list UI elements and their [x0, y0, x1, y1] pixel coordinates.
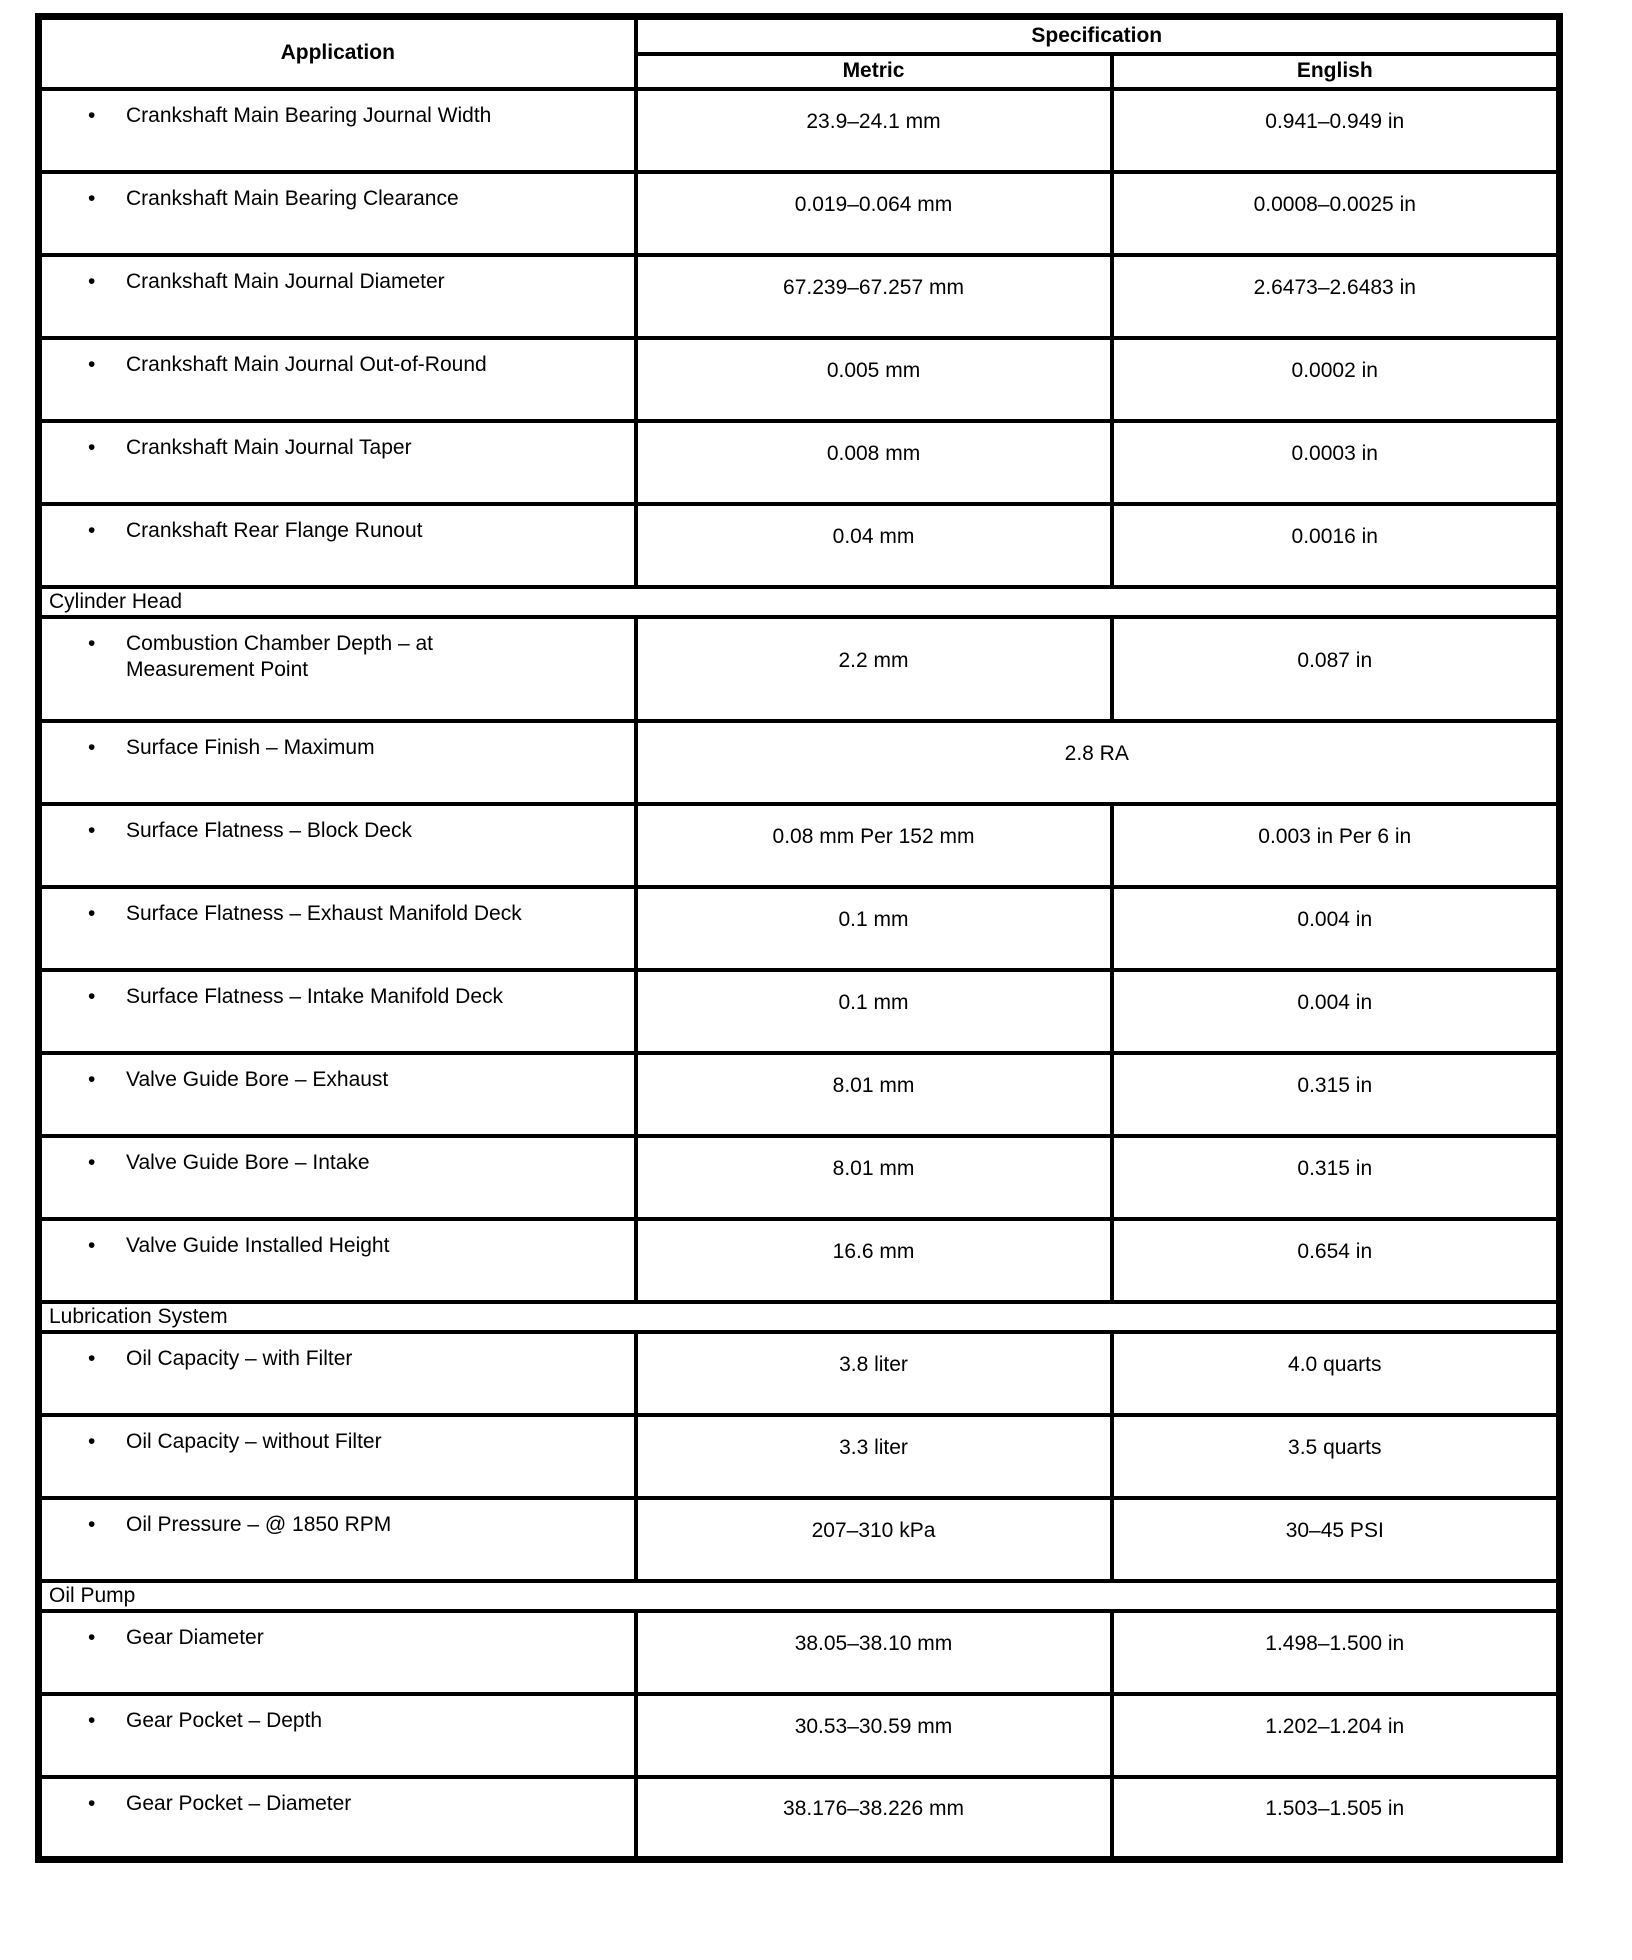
english-value: 1.498–1.500 in — [1112, 1611, 1560, 1694]
application-cell — [39, 617, 636, 721]
spec-row — [39, 970, 1560, 1053]
english-value: 0.315 in — [1112, 1136, 1560, 1219]
bullet-icon: • — [88, 518, 96, 542]
spec-row — [39, 1219, 1560, 1302]
english-value: 3.5 quarts — [1112, 1415, 1560, 1498]
bullet-icon: • — [88, 103, 96, 127]
application-label-line: Combustion Chamber Depth – at — [126, 631, 433, 655]
application-label — [126, 631, 626, 683]
spec-row — [39, 1611, 1560, 1694]
application-label — [126, 901, 626, 927]
application-label-row — [42, 1150, 626, 1176]
english-value: 0.004 in — [1112, 970, 1560, 1053]
application-cell — [39, 421, 636, 504]
application-cell — [39, 887, 636, 970]
application-label-line: Valve Guide Installed Height — [126, 1233, 390, 1257]
application-label — [126, 269, 626, 295]
application-label — [126, 1233, 626, 1259]
bullet-icon: • — [88, 1067, 96, 1091]
application-cell — [39, 1219, 636, 1302]
english-value: 0.0003 in — [1112, 421, 1560, 504]
application-cell — [39, 721, 636, 804]
bullet-icon: • — [88, 901, 96, 925]
section-row — [39, 1302, 1560, 1332]
bullet-icon: • — [88, 435, 96, 459]
application-label — [126, 1708, 626, 1734]
english-value: 4.0 quarts — [1112, 1332, 1560, 1415]
application-cell — [39, 338, 636, 421]
application-label-row — [42, 435, 626, 461]
application-label-row — [42, 1708, 626, 1734]
application-label — [126, 352, 626, 378]
english-value: 0.087 in — [1112, 617, 1560, 721]
metric-value: 38.05–38.10 mm — [636, 1611, 1112, 1694]
bullet-icon: • — [88, 269, 96, 293]
english-value: 30–45 PSI — [1112, 1498, 1560, 1581]
section-title: Oil Pump — [39, 1581, 1560, 1611]
application-cell — [39, 804, 636, 887]
application-label — [126, 1625, 626, 1651]
metric-value: 16.6 mm — [636, 1219, 1112, 1302]
application-label — [126, 1150, 626, 1176]
application-label-row — [42, 1233, 626, 1259]
spec-row — [39, 1415, 1560, 1498]
bullet-icon: • — [88, 735, 96, 759]
application-label-line: Gear Diameter — [126, 1625, 264, 1649]
application-cell — [39, 172, 636, 255]
application-cell — [39, 1611, 636, 1694]
english-value: 0.654 in — [1112, 1219, 1560, 1302]
english-value: 0.0002 in — [1112, 338, 1560, 421]
application-label-row — [42, 1346, 626, 1372]
application-label-row — [42, 186, 626, 212]
section-title: Lubrication System — [39, 1302, 1560, 1332]
application-cell — [39, 1777, 636, 1860]
application-cell — [39, 1332, 636, 1415]
spec-row — [39, 1332, 1560, 1415]
spec-row — [39, 1694, 1560, 1777]
application-cell — [39, 504, 636, 587]
table-header — [39, 17, 1560, 89]
application-label-row — [42, 518, 626, 544]
spec-row — [39, 1777, 1560, 1860]
metric-value: 0.1 mm — [636, 887, 1112, 970]
bullet-icon: • — [88, 818, 96, 842]
application-cell — [39, 970, 636, 1053]
english-value: 0.004 in — [1112, 887, 1560, 970]
metric-value: 8.01 mm — [636, 1136, 1112, 1219]
english-value: 0.0008–0.0025 in — [1112, 172, 1560, 255]
bullet-icon: • — [88, 631, 96, 655]
application-label-row — [42, 1625, 626, 1651]
metric-value: 0.005 mm — [636, 338, 1112, 421]
english-value: 2.6473–2.6483 in — [1112, 255, 1560, 338]
bullet-icon: • — [88, 352, 96, 376]
metric-value: 8.01 mm — [636, 1053, 1112, 1136]
spec-row — [39, 887, 1560, 970]
spec-row — [39, 1053, 1560, 1136]
application-label-line: Surface Flatness – Exhaust Manifold Deck — [126, 901, 522, 925]
metric-value: 30.53–30.59 mm — [636, 1694, 1112, 1777]
application-label-line: Oil Pressure – @ 1850 RPM — [126, 1512, 392, 1536]
application-label-line: Crankshaft Main Bearing Journal Width — [126, 103, 492, 127]
english-column-header: English — [1112, 54, 1560, 89]
specification-table — [35, 13, 1563, 1863]
section-row — [39, 1581, 1560, 1611]
spec-row — [39, 89, 1560, 172]
application-label — [126, 1512, 626, 1538]
metric-value: 67.239–67.257 mm — [636, 255, 1112, 338]
application-label-line: Valve Guide Bore – Intake — [126, 1150, 370, 1174]
metric-value: 0.008 mm — [636, 421, 1112, 504]
bullet-icon: • — [88, 1625, 96, 1649]
application-label — [126, 818, 626, 844]
bullet-icon: • — [88, 1512, 96, 1536]
english-value: 0.003 in Per 6 in — [1112, 804, 1560, 887]
application-cell — [39, 89, 636, 172]
english-value: 1.503–1.505 in — [1112, 1777, 1560, 1860]
metric-value: 0.08 mm Per 152 mm — [636, 804, 1112, 887]
spec-row — [39, 421, 1560, 504]
bullet-icon: • — [88, 1150, 96, 1174]
application-label-line: Crankshaft Main Journal Diameter — [126, 269, 445, 293]
specification-column-header: Specification — [636, 17, 1560, 54]
metric-value: 3.3 liter — [636, 1415, 1112, 1498]
header-row-top — [39, 17, 1560, 54]
spec-row — [39, 1498, 1560, 1581]
bullet-icon: • — [88, 984, 96, 1008]
application-label — [126, 1346, 626, 1372]
application-label-row — [42, 269, 626, 295]
spec-row — [39, 504, 1560, 587]
application-label — [126, 735, 626, 761]
english-value: 0.0016 in — [1112, 504, 1560, 587]
english-value: 0.941–0.949 in — [1112, 89, 1560, 172]
application-label — [126, 435, 626, 461]
bullet-icon: • — [88, 1791, 96, 1815]
bullet-icon: • — [88, 1429, 96, 1453]
bullet-icon: • — [88, 1346, 96, 1370]
application-label-line: Crankshaft Main Journal Out-of-Round — [126, 352, 487, 376]
bullet-icon: • — [88, 1233, 96, 1257]
application-label-line: Measurement Point — [126, 657, 309, 681]
application-cell — [39, 1498, 636, 1581]
english-value: 0.315 in — [1112, 1053, 1560, 1136]
application-label-line: Crankshaft Main Bearing Clearance — [126, 186, 459, 210]
application-label-row — [42, 1429, 626, 1455]
application-label — [126, 1791, 626, 1817]
metric-column-header: Metric — [636, 54, 1112, 89]
application-column-header: Application — [39, 17, 636, 89]
application-label — [126, 1067, 626, 1093]
bullet-icon: • — [88, 186, 96, 210]
application-label-line: Surface Finish – Maximum — [126, 735, 375, 759]
section-title: Cylinder Head — [39, 587, 1560, 617]
spec-row — [39, 255, 1560, 338]
application-cell — [39, 1053, 636, 1136]
spec-table-body — [39, 89, 1560, 1860]
combined-spec-value: 2.8 RA — [636, 721, 1560, 804]
application-label-line: Crankshaft Rear Flange Runout — [126, 518, 423, 542]
metric-value: 38.176–38.226 mm — [636, 1777, 1112, 1860]
application-label-line: Gear Pocket – Depth — [126, 1708, 323, 1732]
application-cell — [39, 1694, 636, 1777]
application-label-row — [42, 901, 626, 927]
metric-value: 3.8 liter — [636, 1332, 1112, 1415]
metric-value: 23.9–24.1 mm — [636, 89, 1112, 172]
application-label-line: Valve Guide Bore – Exhaust — [126, 1067, 389, 1091]
application-label-row — [42, 984, 626, 1010]
application-label — [126, 103, 626, 129]
application-label-row — [42, 1512, 626, 1538]
bullet-icon: • — [88, 1708, 96, 1732]
spec-row — [39, 1136, 1560, 1219]
metric-value: 0.1 mm — [636, 970, 1112, 1053]
spec-row — [39, 172, 1560, 255]
application-label-row — [42, 818, 626, 844]
metric-value: 0.019–0.064 mm — [636, 172, 1112, 255]
english-value: 1.202–1.204 in — [1112, 1694, 1560, 1777]
spec-row — [39, 804, 1560, 887]
application-label-row — [42, 631, 626, 683]
application-cell — [39, 255, 636, 338]
application-label-line: Surface Flatness – Block Deck — [126, 818, 412, 842]
application-label — [126, 186, 626, 212]
spec-row — [39, 338, 1560, 421]
application-cell — [39, 1136, 636, 1219]
application-label — [126, 1429, 626, 1455]
application-label — [126, 518, 626, 544]
application-label-line: Oil Capacity – with Filter — [126, 1346, 353, 1370]
application-label-row — [42, 103, 626, 129]
application-label — [126, 984, 626, 1010]
application-label-line: Oil Capacity – without Filter — [126, 1429, 382, 1453]
application-label-row — [42, 1791, 626, 1817]
application-cell — [39, 1415, 636, 1498]
section-row — [39, 587, 1560, 617]
metric-value: 2.2 mm — [636, 617, 1112, 721]
metric-value: 0.04 mm — [636, 504, 1112, 587]
application-label-line: Gear Pocket – Diameter — [126, 1791, 352, 1815]
application-label-line: Surface Flatness – Intake Manifold Deck — [126, 984, 504, 1008]
metric-value: 207–310 kPa — [636, 1498, 1112, 1581]
spec-row — [39, 617, 1560, 721]
application-label-row — [42, 735, 626, 761]
application-label-row — [42, 1067, 626, 1093]
application-label-row — [42, 352, 626, 378]
application-label-line: Crankshaft Main Journal Taper — [126, 435, 412, 459]
spec-row — [39, 721, 1560, 804]
